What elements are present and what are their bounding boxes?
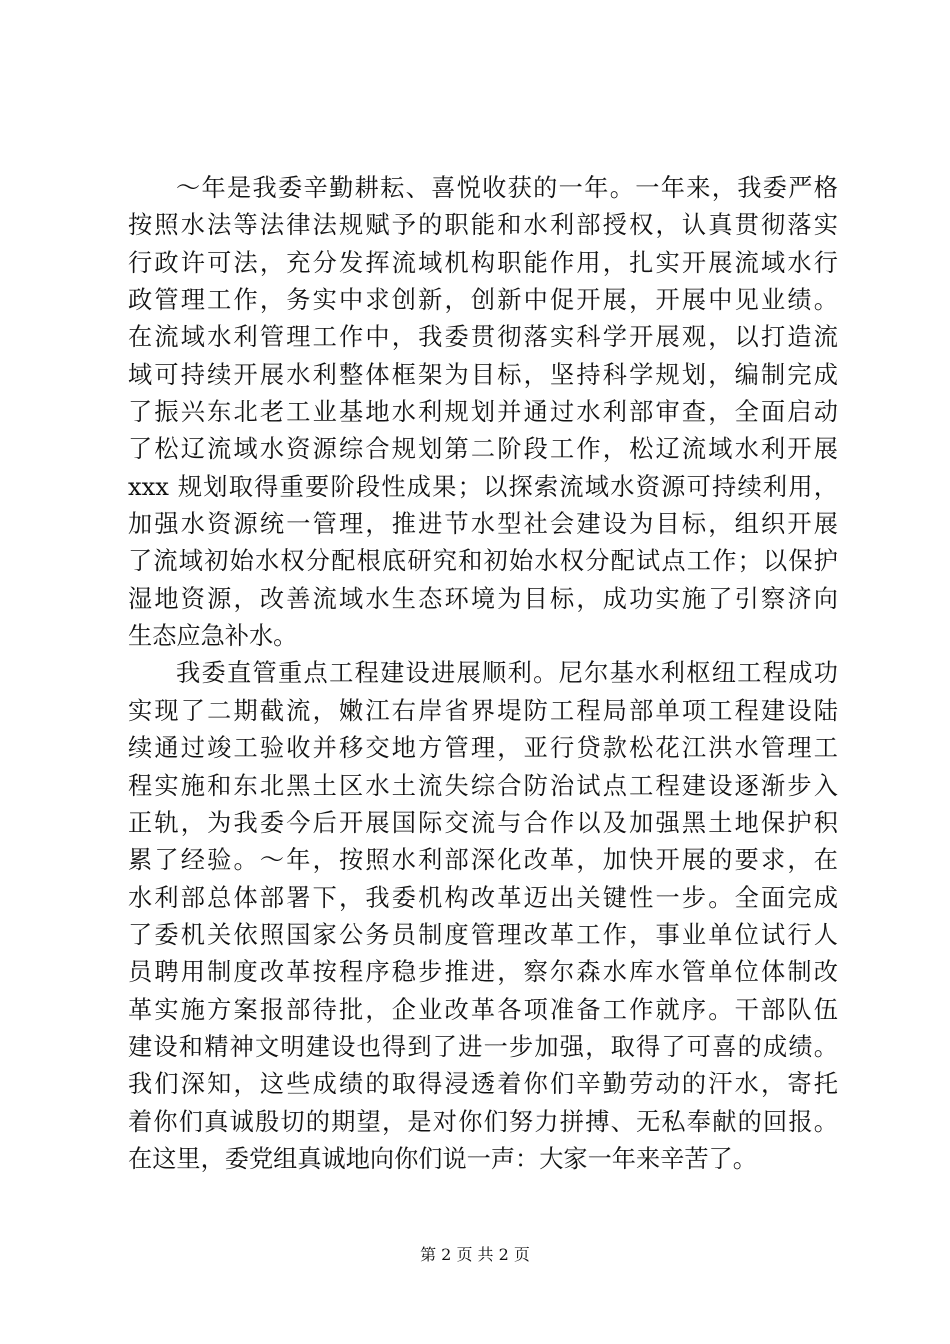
text-line: 实现了二期截流，嫩江右岸省界堤防工程局部单项工程建设陆 xyxy=(128,696,838,725)
text-line: 了松辽流域水资源综合规划第二阶段工作，松辽流域水利开展 xyxy=(128,435,838,464)
text-line: 在这里，委党组真诚地向你们说一声：大家一年来辛苦了。 xyxy=(128,1144,757,1173)
text-line: 域可持续开展水利整体框架为目标，坚持科学规划，编制完成 xyxy=(128,360,838,389)
text-line: 累了经验。～年，按照水利部深化改革，加快开展的要求，在 xyxy=(128,846,838,875)
text-line: 生态应急补水。 xyxy=(128,622,298,651)
text-line: 程实施和东北黑土区水土流失综合防治试点工程建设逐渐步入 xyxy=(128,771,838,800)
page-number-footer: 第 2 页 共 2 页 xyxy=(420,1245,530,1264)
text-line: 了委机关依照国家公务员制度管理改革工作，事业单位试行人 xyxy=(128,920,838,949)
text-line: 了振兴东北老工业基地水利规划并通过水利部审查，全面启动 xyxy=(128,398,838,427)
text-line: 在流域水利管理工作中，我委贯彻落实科学开展观，以打造流 xyxy=(128,323,838,352)
text-line: xxx 规划取得重要阶段性成果；以探索流域水资源可持续利用， xyxy=(128,472,838,501)
text-line: 正轨，为我委今后开展国际交流与合作以及加强黑土地保护积 xyxy=(128,808,838,837)
text-line: 员聘用制度改革按程序稳步推进，察尔森水库水管单位体制改 xyxy=(128,958,838,987)
text-line: 建设和精神文明建设也得到了进一步加强，取得了可喜的成绩。 xyxy=(128,1032,838,1061)
text-line: 湿地资源，改善流域水生态环境为目标，成功实施了引察济向 xyxy=(128,584,838,613)
text-line: 政管理工作，务实中求创新，创新中促开展，开展中见业绩。 xyxy=(128,286,838,315)
text-line: 按照水法等法律法规赋予的职能和水利部授权，认真贯彻落实 xyxy=(128,211,838,240)
paragraph-2 xyxy=(128,655,838,1178)
text-line: 续通过竣工验收并移交地方管理，亚行贷款松花江洪水管理工 xyxy=(128,734,838,763)
paragraph-1 xyxy=(128,170,838,655)
text-line: 我委直管重点工程建设进展顺利。尼尔基水利枢纽工程成功 xyxy=(176,659,838,688)
text-line: 了流域初始水权分配根底研究和初始水权分配试点工作；以保护 xyxy=(128,547,838,576)
text-line: 水利部总体部署下，我委机构改革迈出关键性一步。全面完成 xyxy=(128,883,838,912)
text-line: 革实施方案报部待批，企业改革各项准备工作就序。干部队伍 xyxy=(128,995,838,1024)
text-line: 加强水资源统一管理，推进节水型社会建设为目标，组织开展 xyxy=(128,510,838,539)
text-line: 行政许可法，充分发挥流域机构职能作用，扎实开展流域水行 xyxy=(128,248,838,277)
text-line: 着你们真诚殷切的期望，是对你们努力拼搏、无私奉献的回报。 xyxy=(128,1107,838,1136)
text-line: ～年是我委辛勤耕耘、喜悦收获的一年。一年来，我委严格 xyxy=(176,174,838,202)
text-line: 我们深知，这些成绩的取得浸透着你们辛勤劳动的汗水，寄托 xyxy=(128,1070,838,1099)
document-body xyxy=(128,170,838,1178)
